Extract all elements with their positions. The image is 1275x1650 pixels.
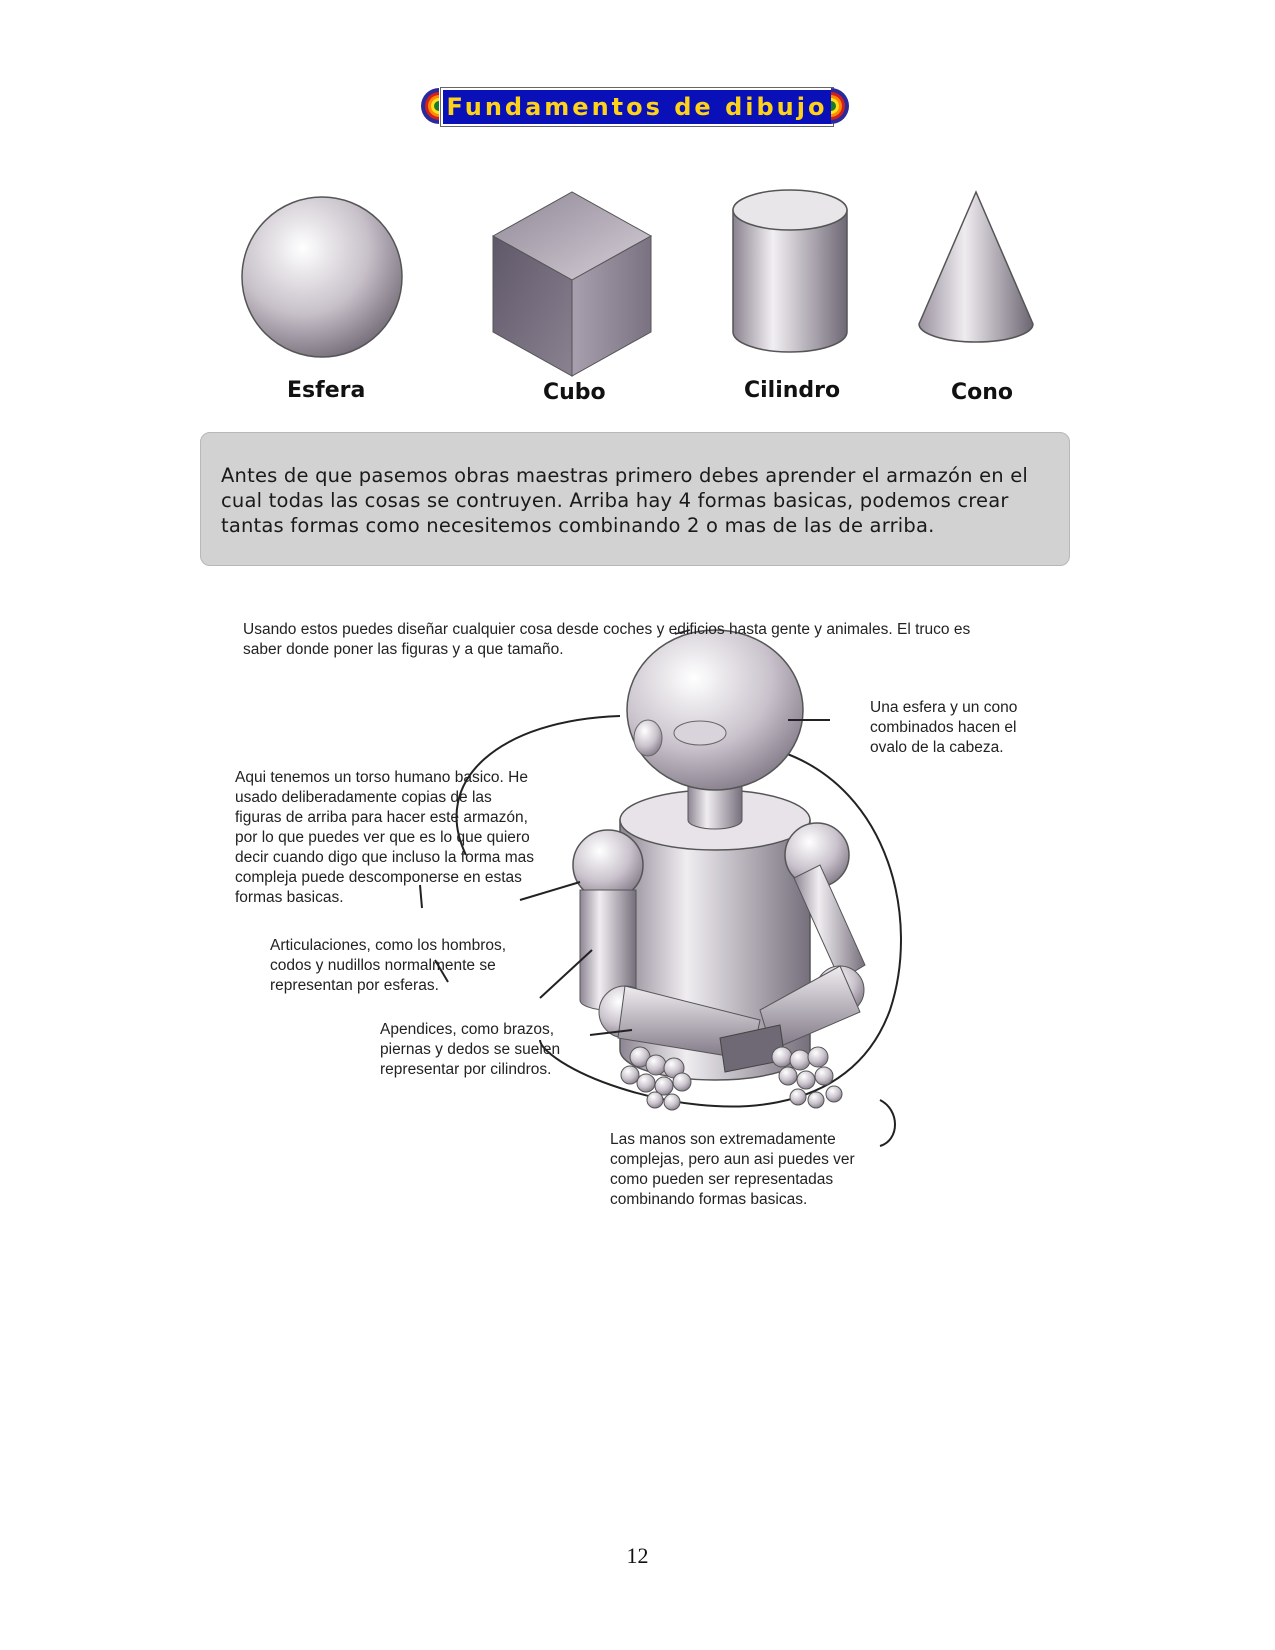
- rainbow-cap-right-icon: [831, 86, 865, 126]
- intro-text: Antes de que pasemos obras maestras primero debes aprender el armazón en el cual todas las cosas se contruyen. Arriba hay 4 formas basicas, podemos crear tantas formas como necesitemos combinando 2 o mas de las de arriba.: [221, 464, 1029, 537]
- cone-shape-icon: [919, 192, 1033, 342]
- note-head: Una esfera y un cono combinados hacen el ovalo de la cabeza.: [870, 699, 1018, 756]
- note-limbs: Apendices, como brazos, piernas y dedos se suelen representar por cilindros.: [380, 1021, 561, 1078]
- title-bar: [441, 88, 833, 126]
- cylinder-shape-icon: [733, 190, 847, 352]
- page-number: 12: [626, 1543, 649, 1568]
- rainbow-cap-left-icon: [405, 86, 439, 126]
- shape-label-cubo: Cubo: [543, 380, 606, 405]
- note-torso: Aqui tenemos un torso humano basico. He usado deliberadamente copias de las figuras de arriba para hacer este armazón, por lo que puedes ver que es lo que quiero decir cuando digo que incluso la forma mas compleja puede descomponerse en estas formas basicas.: [235, 769, 534, 906]
- note-top: Usando estos puedes diseñar cualquier cosa desde coches y edificios hasta gente y animales. El truco es saber donde poner las figuras y a que tamaño.: [243, 621, 971, 658]
- basic-shapes-row: [0, 180, 1275, 420]
- note-joints: Articulaciones, como los hombros, codos y nudillos normalmente se representan por esferas.: [270, 937, 507, 994]
- intro-box: [200, 432, 1070, 566]
- shape-label-esfera: Esfera: [287, 378, 366, 403]
- page-title: Fundamentos de dibujo: [446, 93, 828, 121]
- note-hands: Las manos son extremadamente complejas, pero aun asi puedes ver como pueden ser representadas combinando formas basicas.: [610, 1131, 855, 1208]
- cube-shape-icon: [493, 192, 651, 376]
- title-banner: [405, 86, 865, 126]
- shape-label-cono: Cono: [951, 380, 1014, 405]
- sphere-shape-icon: [242, 197, 402, 357]
- shapes-illustration: [0, 180, 1275, 420]
- shape-label-cilindro: Cilindro: [744, 378, 841, 403]
- torso-figure: [200, 620, 1100, 1240]
